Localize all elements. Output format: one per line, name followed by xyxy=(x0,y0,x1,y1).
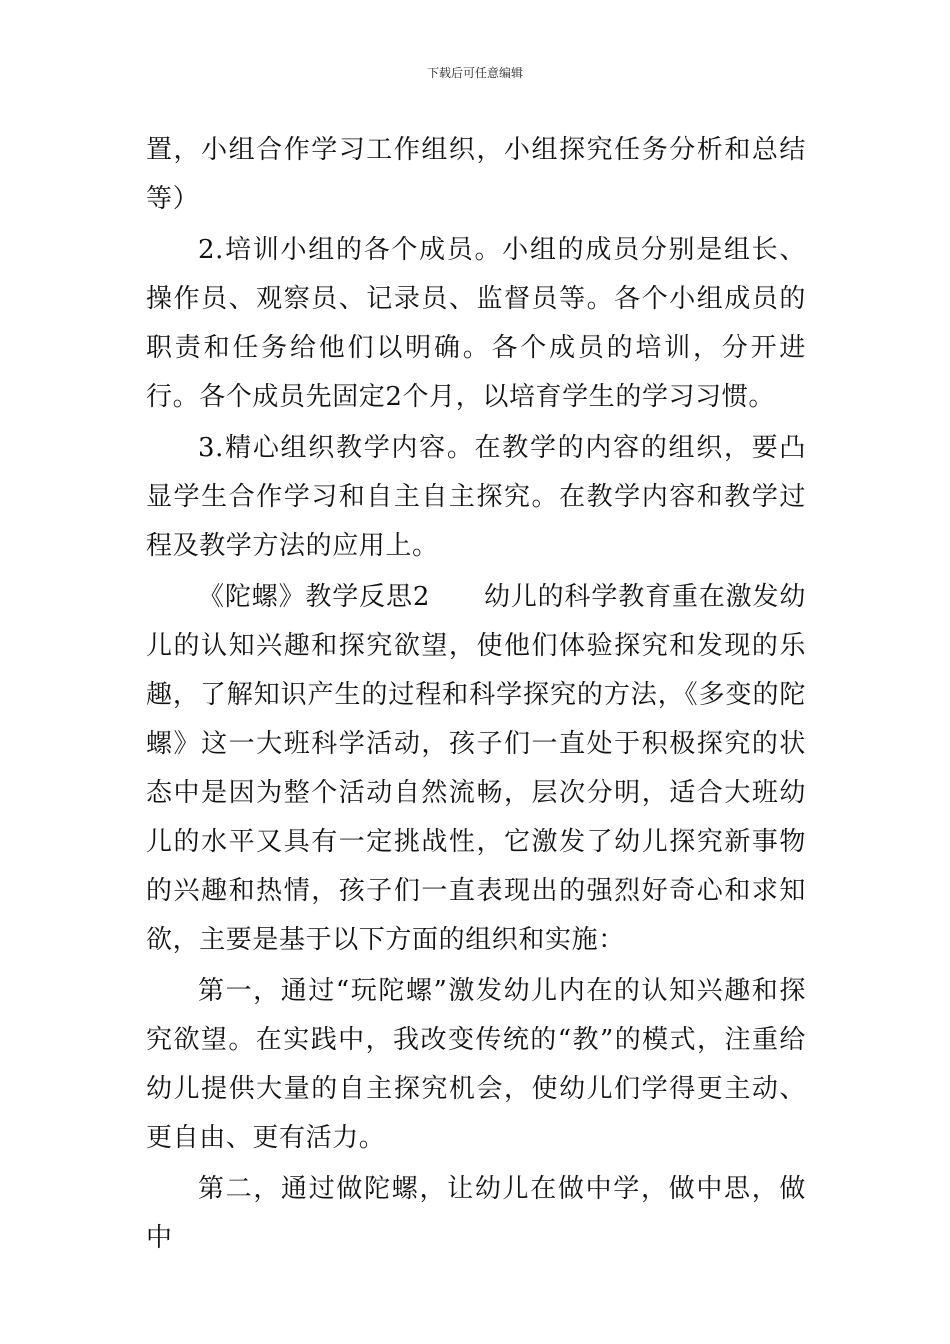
paragraph-item-3: 3.精心组织教学内容。在教学的内容的组织，要凸显学生合作学习和自主自主探究。在教学内容和教学过程及教学方法的应用上。 xyxy=(146,433,806,561)
paragraph-continuation: 置，小组合作学习工作组织，小组探究任务分析和总结等） xyxy=(146,135,806,214)
paragraph-item-2: 2.培训小组的各个成员。小组的成员分别是组长、操作员、观察员、记录员、监督员等。各个小组成员的职责和任务给他们以明确。各个成员的培训，分开进行。各个成员先固定2个月，以培育学生的学习习惯。 xyxy=(146,235,806,412)
paragraph-second-point: 第二，通过做陀螺，让幼儿在做中学，做中思，做中 xyxy=(146,1174,806,1253)
document-body xyxy=(146,126,806,1263)
paragraph-first-point: 第一，通过“玩陀螺”激发幼儿内在的认知兴趣和探究欲望。在实践中，我改变传统的“教”的模式，注重给幼儿提供大量的自主探究机会，使幼儿们学得更主动、更自由、更有活力。 xyxy=(146,976,806,1153)
paragraph-reflection-2: 《陀螺》教学反思2 幼儿的科学教育重在激发幼儿的认知兴趣和探究欲望，使他们体验探究和发现的乐趣，了解知识产生的过程和科学探究的方法，《多变的陀螺》这一大班科学活动，孩子们一直处于积极探究的状态中是因为整个活动自然流畅，层次分明，适合大班幼儿的水平又具有一定挑战性，它激发了幼儿探究新事物的兴趣和热情，孩子们一直表现出的强烈好奇心和求知欲，主要是基于以下方面的组织和实施： xyxy=(146,582,806,955)
page-header: 下载后可任意编辑 xyxy=(426,66,523,80)
